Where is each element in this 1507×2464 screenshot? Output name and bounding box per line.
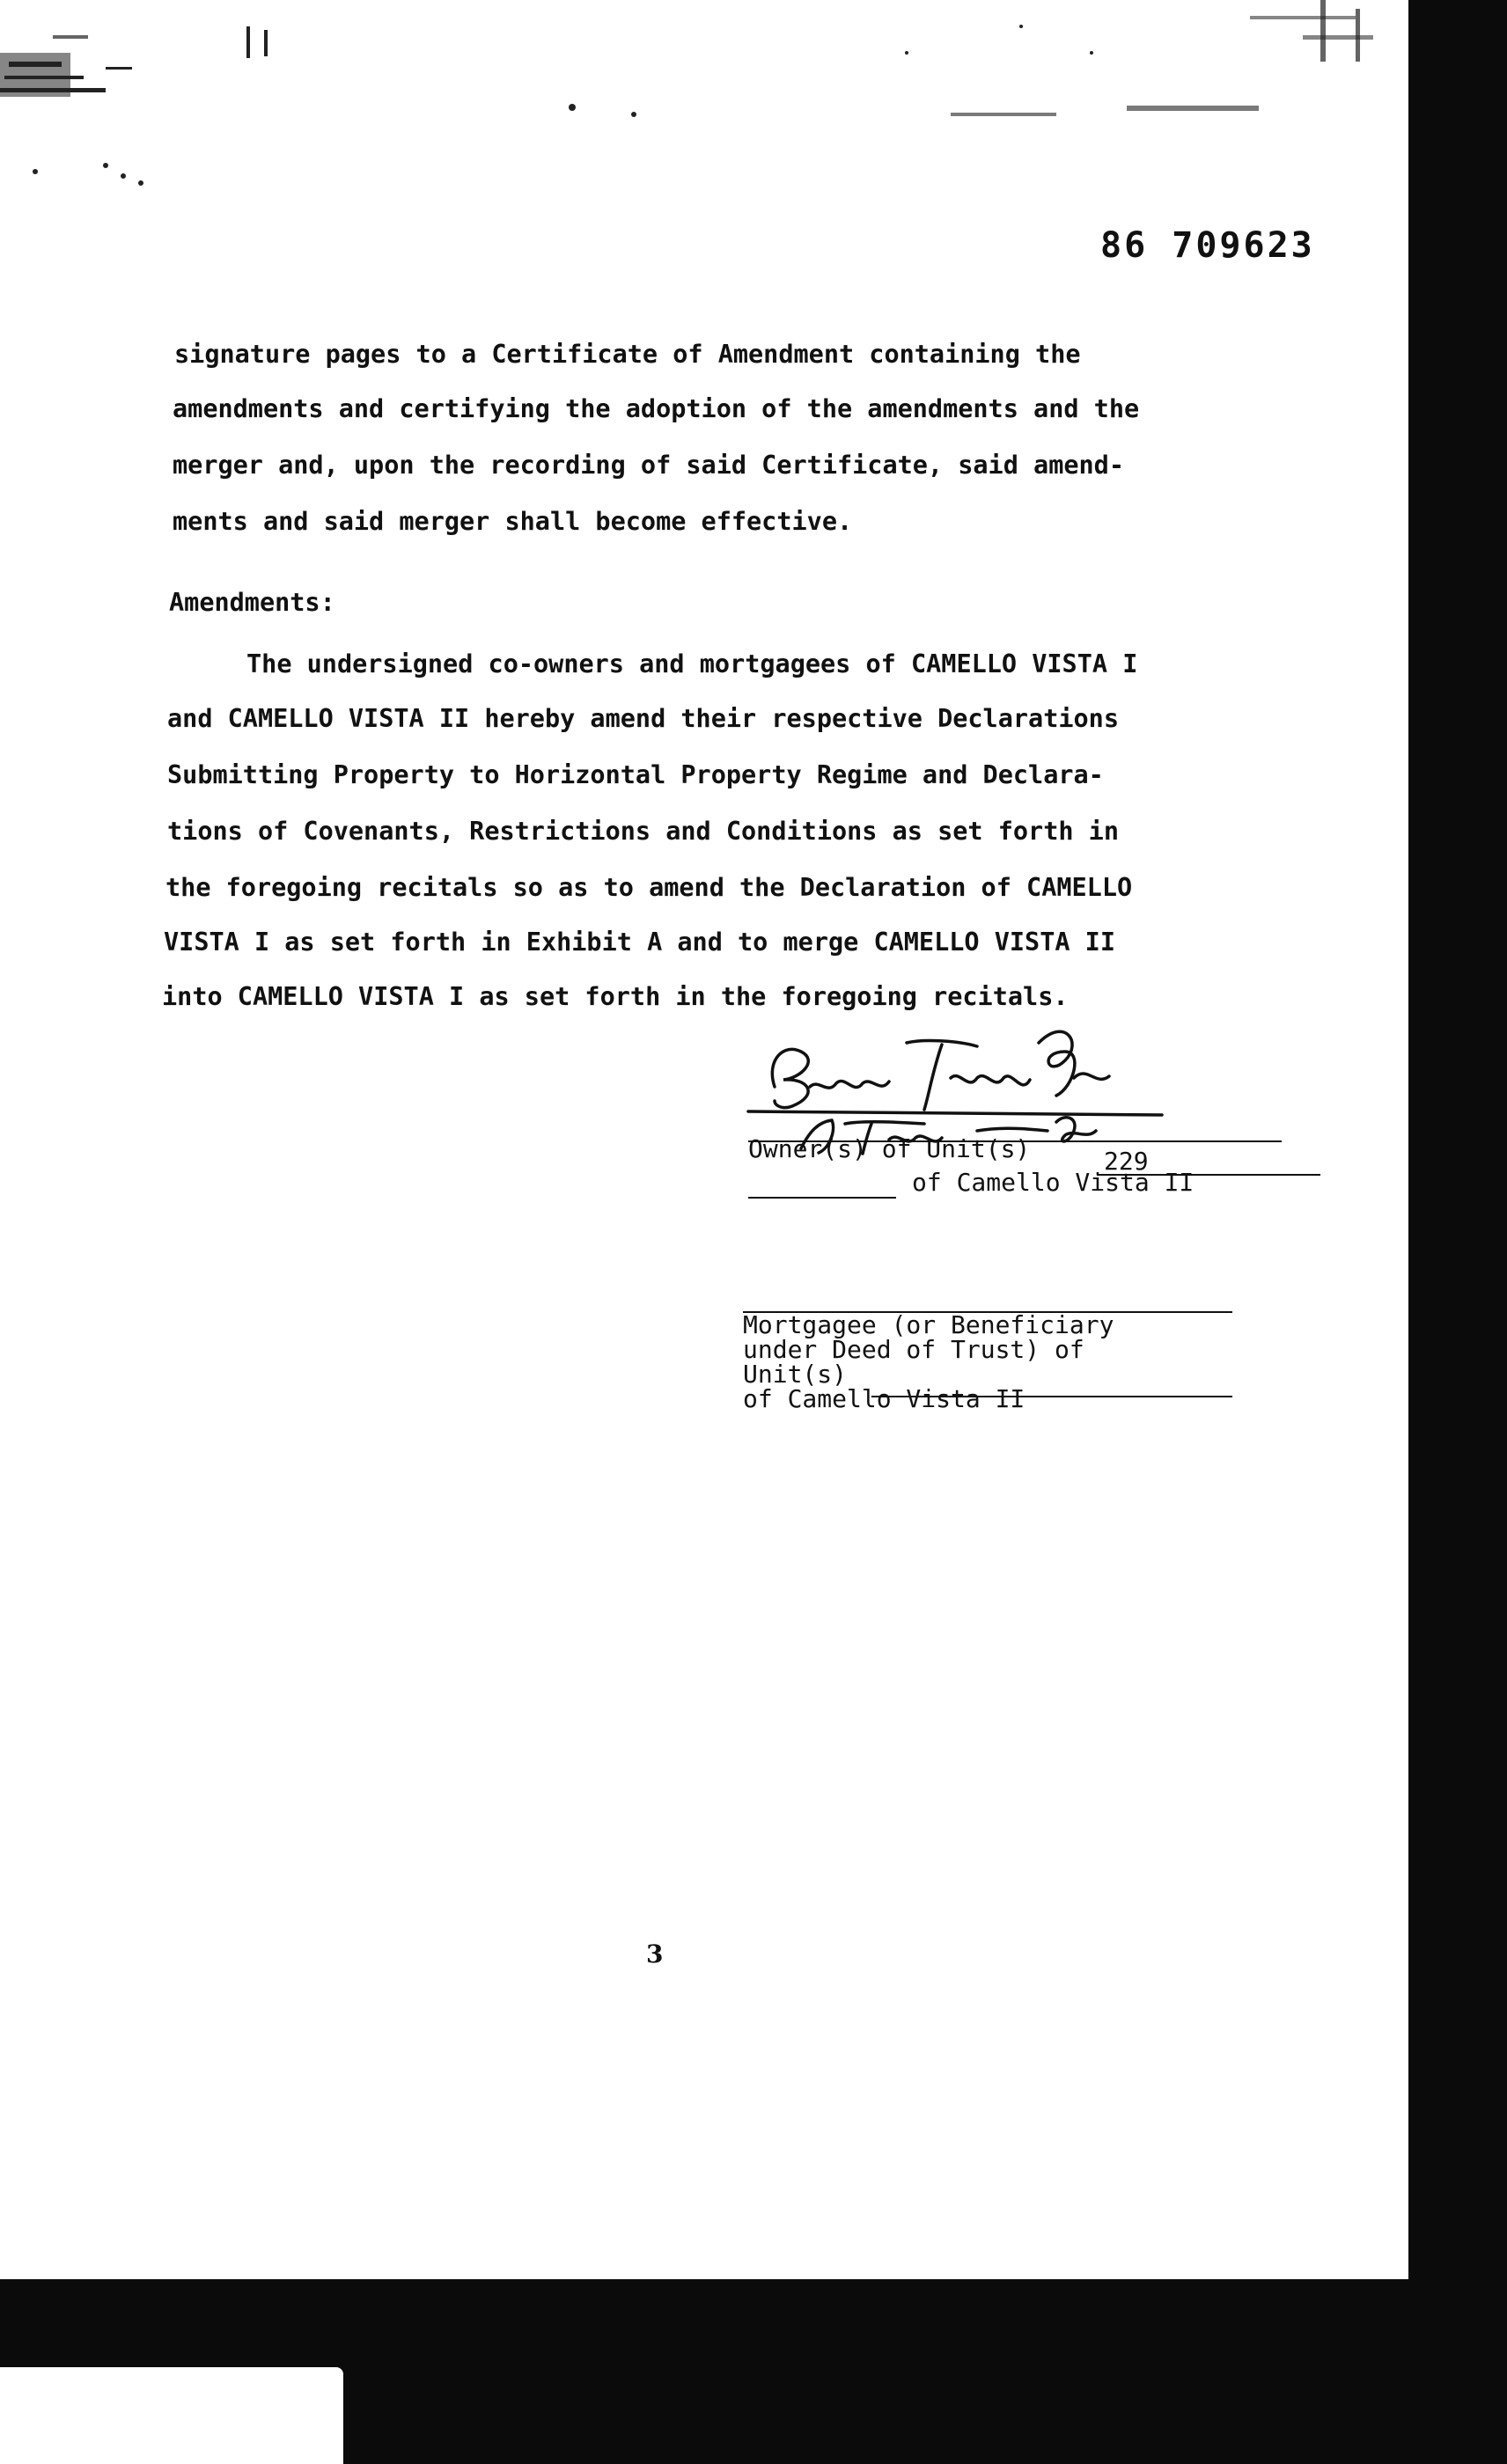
amend-line-7: into CAMELLO VISTA I as set forth in the foregoing recitals. bbox=[162, 982, 1069, 1011]
amendments-heading: Amendments: bbox=[169, 588, 335, 617]
mortgagee-line-1: Mortgagee (or Beneficiary bbox=[743, 1310, 1114, 1339]
amend-line-2: and CAMELLO VISTA II hereby amend their respective Declarations bbox=[167, 704, 1119, 733]
scan-noise-top bbox=[0, 0, 1408, 194]
scan-label-patch bbox=[0, 2367, 343, 2464]
amend-line-4: tions of Covenants, Restrictions and Conditions as set forth in bbox=[167, 817, 1119, 846]
mortgagee-line-4: of Camello Vista II bbox=[743, 1384, 1025, 1413]
page-number: 3 bbox=[646, 1940, 664, 1969]
mortgagee-line-2: under Deed of Trust) of bbox=[743, 1335, 1084, 1364]
scan-border-right bbox=[1408, 0, 1507, 2464]
owner-project: of Camello Vista II bbox=[912, 1168, 1195, 1197]
document-number: 86 709623 bbox=[1100, 225, 1315, 266]
owner-label: Owner(s) of Unit(s) bbox=[748, 1134, 1031, 1163]
intro-line-1: signature pages to a Certificate of Amendment containing the bbox=[174, 340, 1081, 369]
unit-number: 229 bbox=[1104, 1147, 1149, 1176]
amend-line-3: Submitting Property to Horizontal Property Regime and Declara- bbox=[167, 760, 1104, 789]
amend-line-1: The undersigned co-owners and mortgagees of CAMELLO VISTA I bbox=[246, 649, 1138, 678]
intro-line-2: amendments and certifying the adoption of the amendments and the bbox=[173, 394, 1140, 423]
amend-line-5: the foregoing recitals so as to amend the Declaration of CAMELLO bbox=[165, 873, 1133, 902]
owner-short-line bbox=[748, 1197, 896, 1199]
amend-line-6: VISTA I as set forth in Exhibit A and to merge CAMELLO VISTA II bbox=[164, 928, 1115, 957]
intro-line-3: merger and, upon the recording of said Certificate, said amend- bbox=[173, 451, 1124, 480]
intro-line-4: ments and said merger shall become effective. bbox=[173, 507, 853, 536]
mortgagee-line-3: Unit(s) bbox=[743, 1360, 848, 1389]
